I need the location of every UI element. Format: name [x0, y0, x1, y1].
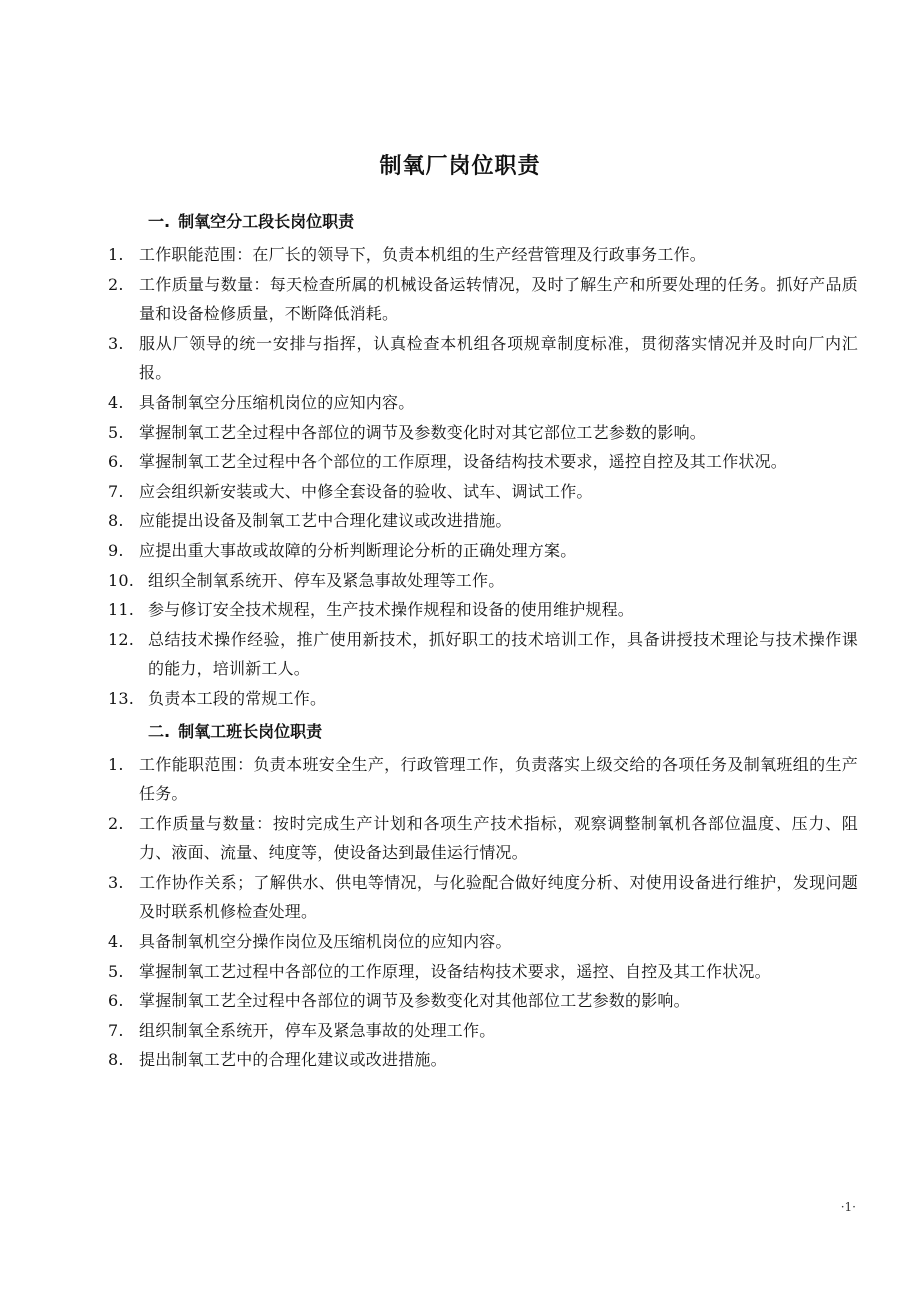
item-number: 2. — [108, 274, 124, 294]
item-number: 8. — [108, 1050, 124, 1070]
list-item — [108, 270, 858, 329]
list-item — [108, 684, 858, 714]
responsibility-list — [108, 750, 858, 1076]
list-item — [108, 447, 858, 477]
section-title: 制氧空分工段长岗位职责 — [178, 212, 355, 231]
item-number: 5. — [108, 961, 124, 981]
item-text: 应提出重大事故或故障的分析判断理论分析的正确处理方案。 — [139, 540, 577, 560]
page-number: ·1· — [840, 1200, 856, 1214]
item-number: 12. — [108, 629, 135, 649]
item-text: 掌握制氧工艺全过程中各个部位的工作原理，设备结构技术要求，遥控自控及其工作状况。 — [139, 452, 788, 472]
section-number: 一. — [148, 212, 171, 231]
item-number: 3. — [108, 333, 124, 353]
item-text: 总结技术操作经验，推广使用新技术，抓好职工的技术培训工作，具备讲授技术理论与技术操作课的能力，培训新工人。 — [148, 629, 858, 679]
list-item — [108, 868, 858, 927]
section-title: 制氧工班长岗位职责 — [178, 721, 323, 741]
item-number: 10. — [108, 570, 135, 590]
list-item — [108, 750, 858, 809]
item-number: 8. — [108, 511, 124, 531]
item-number: 5. — [108, 422, 124, 442]
section-heading — [108, 204, 858, 240]
responsibility-list — [108, 240, 858, 714]
item-text: 工作能职范围：负责本班安全生产，行政管理工作，负责落实上级交给的各项任务及制氧班组的生产任务。 — [139, 754, 858, 804]
item-text: 具备制氧机空分操作岗位及压缩机岗位的应知内容。 — [139, 932, 512, 952]
list-item — [108, 418, 858, 448]
item-number: 7. — [108, 1020, 124, 1040]
item-number: 13. — [108, 688, 135, 708]
list-item — [108, 506, 858, 536]
item-text: 掌握制氧工艺全过程中各部位的调节及参数变化时对其它部位工艺参数的影响。 — [139, 422, 707, 442]
item-text: 应会组织新安装或大、中修全套设备的验收、试车、调试工作。 — [139, 481, 593, 501]
item-text: 工作质量与数量：按时完成生产计划和各项生产技术指标，观察调整制氧机各部位温度、压力、阻力、液面、流量、纯度等，使设备达到最佳运行情况。 — [139, 813, 858, 863]
item-text: 提出制氧工艺中的合理化建议或改进措施。 — [139, 1050, 447, 1070]
item-text: 参与修订安全技术规程，生产技术操作规程和设备的使用维护规程。 — [148, 600, 635, 620]
item-text: 掌握制氧工艺过程中各部位的工作原理，设备结构技术要求，遥控、自控及其工作状况。 — [139, 961, 771, 981]
item-number: 7. — [108, 481, 124, 501]
list-item — [108, 477, 858, 507]
item-number: 11. — [108, 600, 135, 620]
list-item — [108, 536, 858, 566]
list-item — [108, 809, 858, 868]
list-item — [108, 329, 858, 388]
section-number: 二. — [148, 721, 171, 741]
list-item — [108, 927, 858, 957]
document-body — [108, 204, 858, 1075]
item-text: 组织全制氧系统开、停车及紧急事故处理等工作。 — [148, 570, 505, 590]
item-text: 工作职能范围：在厂长的领导下，负责本机组的生产经营管理及行政事务工作。 — [139, 245, 707, 264]
list-item — [108, 625, 858, 684]
list-item — [108, 240, 858, 270]
item-text: 组织制氧全系统开，停车及紧急事故的处理工作。 — [139, 1020, 496, 1040]
item-number: 3. — [108, 872, 124, 892]
item-text: 工作质量与数量：每天检查所属的机械设备运转情况，及时了解生产和所要处理的任务。抓好产品质量和设备检修质量，不断降低消耗。 — [139, 274, 858, 324]
item-number: 6. — [108, 452, 124, 472]
item-text: 具备制氧空分压缩机岗位的应知内容。 — [139, 392, 415, 412]
item-number: 2. — [108, 813, 124, 833]
item-number: 1. — [108, 245, 124, 264]
item-number: 9. — [108, 540, 124, 560]
list-item — [108, 566, 858, 596]
section-heading — [108, 714, 858, 750]
list-item — [108, 388, 858, 418]
list-item — [108, 1016, 858, 1046]
list-item — [108, 957, 858, 987]
list-item — [108, 595, 858, 625]
item-text: 掌握制氧工艺全过程中各部位的调节及参数变化对其他部位工艺参数的影响。 — [139, 991, 690, 1011]
item-text: 应能提出设备及制氧工艺中合理化建议或改进措施。 — [139, 511, 512, 531]
item-text: 负责本工段的常规工作。 — [148, 688, 327, 708]
item-number: 1. — [108, 754, 124, 774]
item-number: 4. — [108, 932, 124, 952]
item-text: 工作协作关系；了解供水、供电等情况，与化验配合做好纯度分析、对使用设备进行维护，发现问题及时联系机修检查处理。 — [139, 872, 858, 922]
item-number: 6. — [108, 991, 124, 1011]
list-item — [108, 986, 858, 1016]
item-number: 4. — [108, 392, 124, 412]
list-item — [108, 1045, 858, 1075]
page-title: 制氧厂岗位职责 — [379, 154, 541, 179]
item-text: 服从厂领导的统一安排与指挥，认真检查本机组各项规章制度标准，贯彻落实情况并及时向厂内汇报。 — [139, 333, 858, 383]
